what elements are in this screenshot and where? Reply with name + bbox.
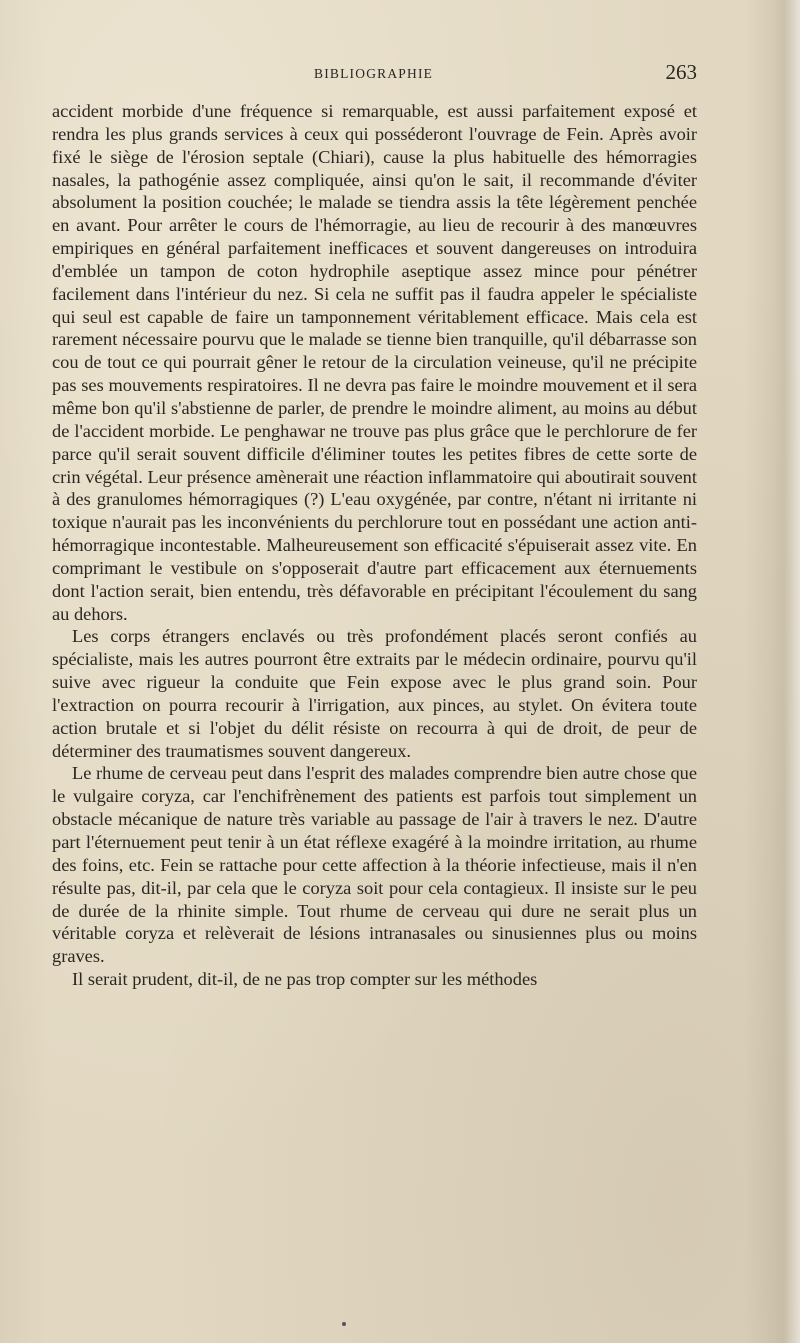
running-head-title: BIBLIOGRAPHIE — [314, 66, 434, 81]
paper-speck — [342, 1322, 346, 1326]
page-number: 263 — [665, 60, 697, 84]
book-page — [52, 58, 697, 991]
page-edge-shadow — [774, 0, 800, 1343]
paragraph-foreign-bodies: Les corps étrangers enclavés ou très profondément placés seront confiés au spécialiste, mais les autres pourront être extraits par le médecin ordinaire, pourvu qu'il suive avec rigueur la conduite que Fein expose avec le plus grand soin. Pour l'extraction on pourra recourir à l'irrigation, aux pinces, au stylet. On évitera toute action brutale et si l'objet du délit résiste on recourra à qui de droit, de peur de déterminer des traumatismes souvent dangereux. — [52, 626, 697, 761]
paragraph-coryza: Le rhume de cerveau peut dans l'esprit des malades comprendre bien autre chose que le vulgaire coryza, car l'enchifrènement des patients est parfois tout simplement un obstacle mécanique de nature très variable au passage de l'air à travers le nez. D'autre part l'éternuement peut tenir à un état réflexe exagéré à la moindre irritation, au rhume des foins, etc. Fein se rattache pour cette affection à la théorie infectieuse, mais il n'en résulte pas, dit-il, par cela que le coryza soit pour cela contagieux. Il insiste sur le peu de durée de la rhinite simple. Tout rhume de cerveau qui dure ne serait plus un véritable coryza et relèverait de lésions intranasales ou sinusiennes plus ou moins graves. — [52, 763, 697, 967]
paragraph-methods: Il serait prudent, dit-il, de ne pas trop compter sur les méthodes — [72, 969, 538, 990]
body-text — [52, 100, 697, 991]
paragraph-epistaxis: accident morbide d'une fréquence si remarquable, est aussi parfaitement exposé et rendra les plus grands services à ceux qui posséderont l'ouvrage de Fein. Après avoir fixé le siège de l'érosion septale (Chiari), cause la plus habituelle des hémorragies nasales, la pathogénie assez compliquée, ainsi qu'on le sait, il recommande d'éviter absolument la position couchée; le malade se tiendra assis la tête légèrement penchée en avant. Pour arrêter le cours de l'hémorragie, au lieu de recourir à des manœuvres empiriques en général parfaitement inefficaces et souvent dangereuses on introduira d'emblée un tampon de coton hydrophile aseptique assez mince pour pénétrer facilement dans l'intérieur du nez. Si cela ne suffit pas il faudra appeler le spécialiste qui seul est capable de faire un tamponnement véritablement efficace. Mais cela est rarement nécessaire pourvu que le malade se tienne bien tranquille, qu'il débarrasse son cou de tout ce qui pourrait gêner le retour de la circulation veineuse, qu'il ne précipite pas ses mouvements respiratoires. Il ne devra pas faire le moindre mouvement et il sera même bon qu'il s'abstienne de parler, de prendre le moindre aliment, au moins au début de l'accident morbide. Le penghawar ne trouve pas plus grâce que le perchlorure de fer parce qu'il serait souvent difficile d'éliminer toutes les petites fibres de cette sorte de crin végétal. Leur présence amènerait une réaction inflammatoire qui aboutirait souvent à des granulomes hémorragiques (?) L'eau oxygénée, par contre, n'étant ni irritante ni toxique n'aurait pas les inconvénients du perchlorure tout en possédant une action anti-hémorragique incontestable. Malheureusement son efficacité s'épuiserait assez vite. En comprimant le vestibule on s'opposerait d'autre part efficacement aux éternuements dont l'action serait, bien entendu, très défavorable en précipitant l'écoulement du sang au dehors. — [52, 101, 697, 624]
running-head — [52, 58, 697, 92]
